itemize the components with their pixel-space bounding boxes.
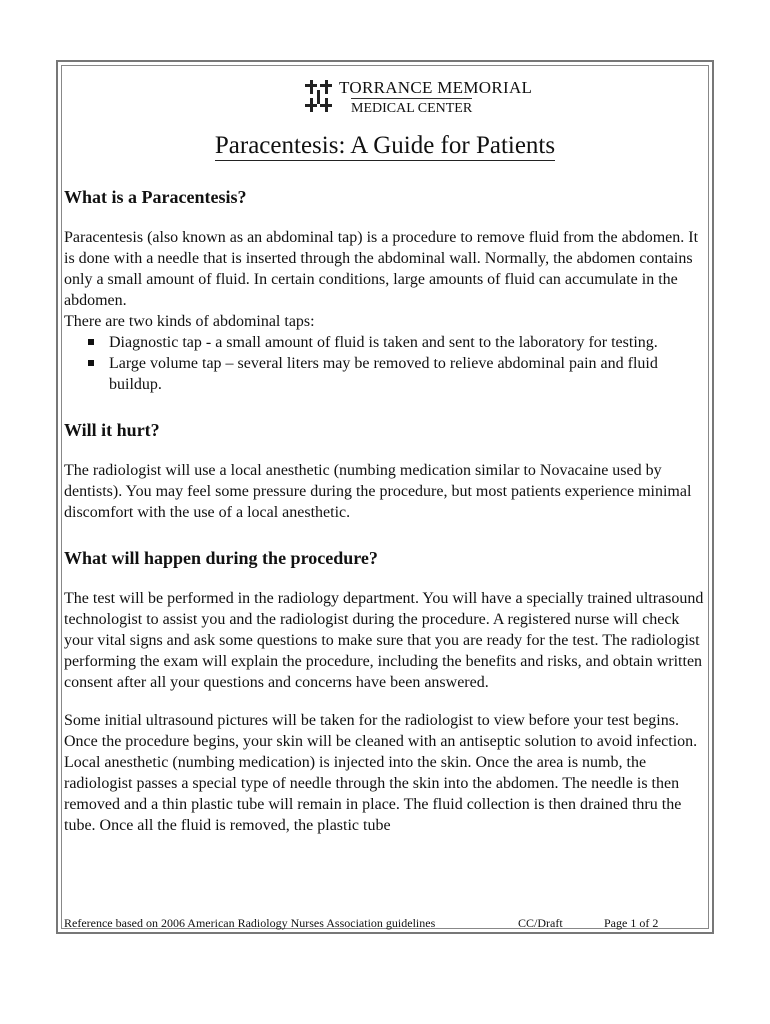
para-during-2: Some initial ultrasound pictures will be taken for the radiologist to view before your test begins. Once the procedure begins, your skin will be cleaned with an antiseptic solution to avoid infection. Local anesthetic (numbing medication) is injected into the skin. Once the area is numb, the radiologist passes a special type of needle through the skin into the abdomen. The needle is then removed and a thin plastic tube will remain in place. The fluid collection is then drained thru the tube. Once all the fluid is removed, the plastic tube [64, 712, 698, 834]
logo-mark-icon [303, 78, 335, 116]
footer-reference: Reference based on 2006 American Radiology Nurses Association guidelines [64, 916, 436, 930]
logo-line1: TORRANCE MEMORIAL [339, 78, 533, 97]
logo [303, 76, 533, 122]
bullet-icon [88, 360, 94, 366]
page-title [0, 132, 770, 160]
taps-list [64, 332, 712, 395]
page-title-text: Paracentesis: A Guide for Patients [214, 132, 556, 159]
footer-draft: CC/Draft [518, 916, 563, 930]
para-hurt: The radiologist will use a local anesthetic (numbing medication similar to Novacaine used by dentists). You may feel some pressure during the procedure, but most patients experience minimal discomfort with the use of a local anesthetic. [64, 462, 692, 521]
bullet-icon [88, 339, 94, 345]
heading-what: What is a Paracentesis? [64, 187, 247, 207]
document-body [64, 184, 712, 836]
list-item [64, 332, 712, 353]
list-item-text: Diagnostic tap - a small amount of fluid is taken and sent to the laboratory for testing. [109, 334, 658, 351]
list-item-text: Large volume tap – several liters may be removed to relieve abdominal pain and fluid buildup. [109, 355, 658, 393]
list-item [64, 353, 712, 395]
logo-line2: MEDICAL CENTER [351, 98, 472, 117]
para-kinds-intro: There are two kinds of abdominal taps: [64, 313, 315, 330]
para-during-1: The test will be performed in the radiology department. You will have a specially trained ultrasound technologist to assist you and the radiologist during the procedure. A registered nurse will check your vital signs and ask some questions to make sure that you are ready for the test. The radiologist performing the exam will explain the procedure, including the benefits and risks, and obtain written consent after all your questions and concerns have been answered. [64, 590, 704, 691]
para-what: Paracentesis (also known as an abdominal tap) is a procedure to remove fluid from the abdomen. It is done with a needle that is inserted through the abdominal wall. Normally, the abdomen contains only a small amount of fluid. In certain conditions, large amounts of fluid can accumulate in the abdomen. [64, 229, 699, 309]
heading-during: What will happen during the procedure? [64, 548, 378, 568]
heading-hurt: Will it hurt? [64, 420, 160, 440]
footer-page-number: Page 1 of 2 [604, 916, 659, 930]
